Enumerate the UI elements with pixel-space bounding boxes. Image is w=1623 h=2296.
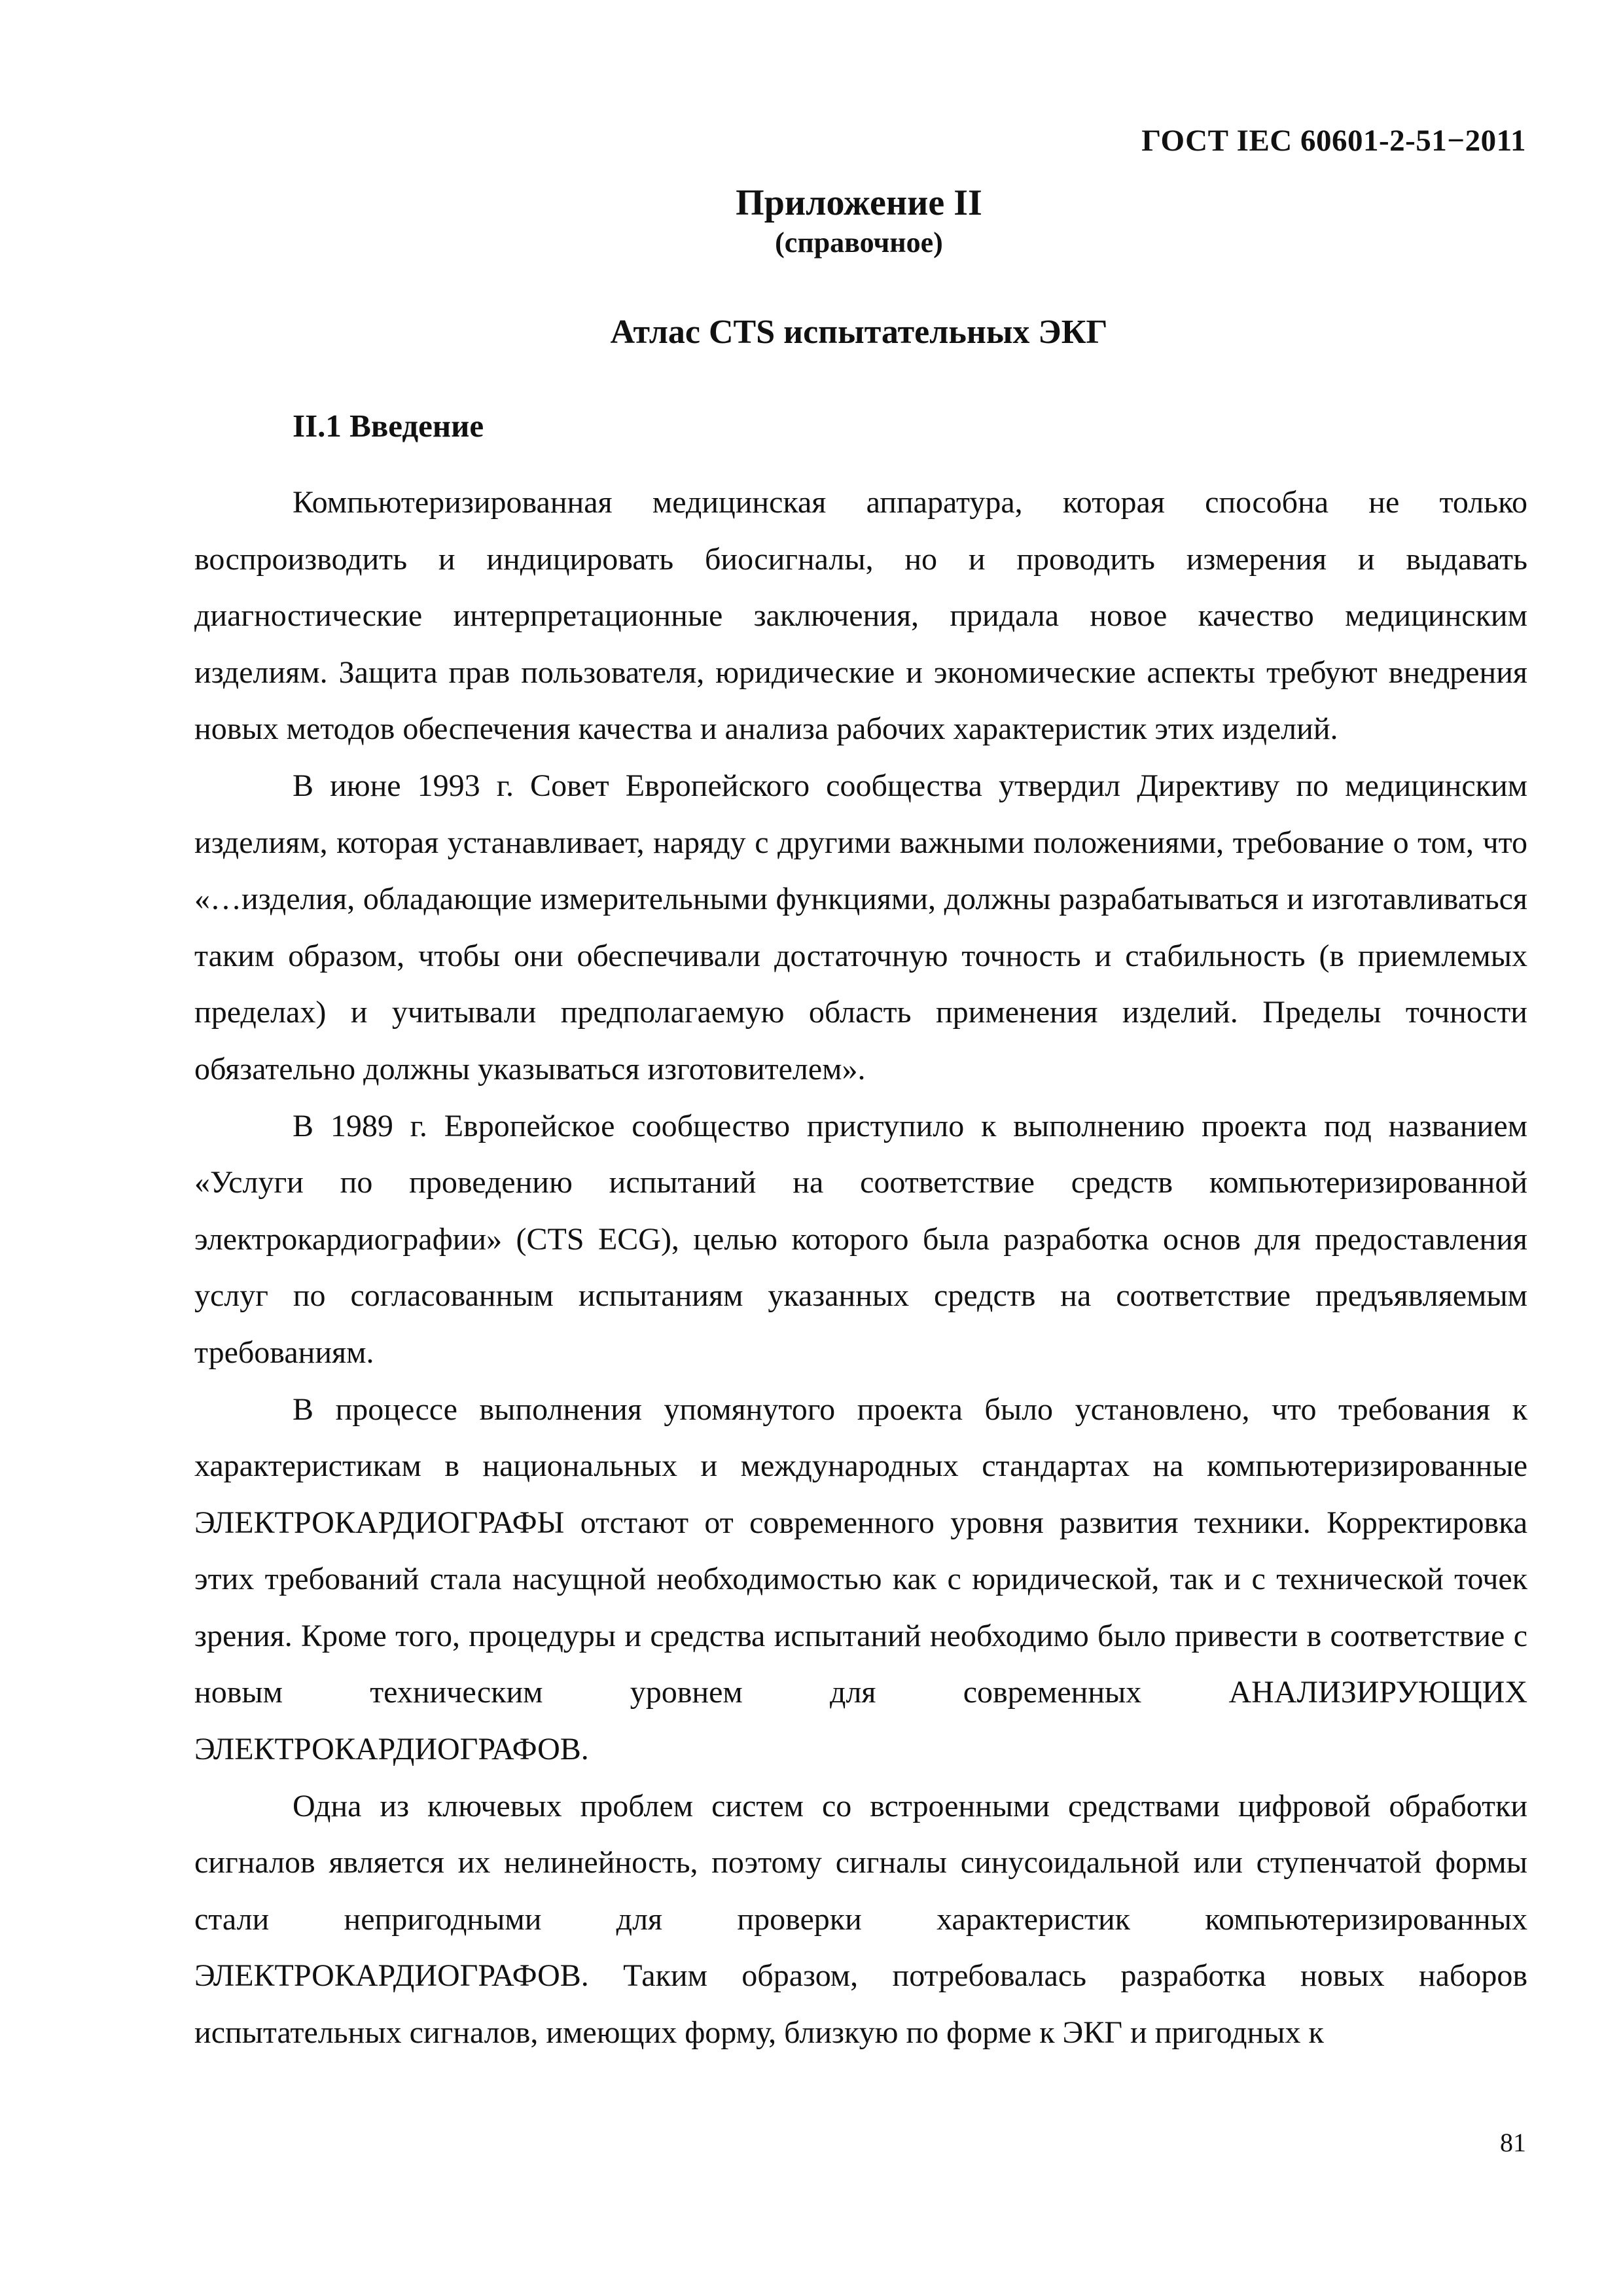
paragraph: Компьютеризированная медицинская аппаратура, которая способна не только воспроизводить и индицировать биосигналы, но и проводить измерения и выдавать диагностические интерпретационные заключения, придала новое качество медицинским изделиям. Защита прав пользователя, юридические и экономические аспекты требуют внедрения новых методов обеспечения качества и анализа рабочих характеристик этих изделий. [194,485,1527,747]
body-text [194,475,1527,2062]
page-number: 81 [1500,2128,1526,2157]
atlas-title: Атлас CTS испытательных ЭКГ [610,314,1108,351]
paragraph: В 1989 г. Европейское сообщество приступило к выполнению проекта под названием «Услуги по проведению испытаний на соответствие средств компьютеризированной электрокардиографии» (CTS ECG), целью которого была разработка основ для предоставления услуг по согласованным испытаниям указанных средств на соответствие предъявляемым требованиям. [194,1108,1527,1370]
section-heading: II.1 Введение [293,408,484,444]
paragraph: В процессе выполнения упомянутого проекта было установлено, что требования к характеристикам в национальных и международных стандартах на компьютеризированные ЭЛЕКТРОКАРДИОГРАФЫ отстают от современного уровня развития техники. Корректировка этих требований стала насущной необходимостью как с юридической, так и с технической точек зрения. Кроме того, процедуры и средства испытаний необходимо было привести в соответствие с новым техническим уровнем для современных АНАЛИЗИРУЮЩИХ ЭЛЕКТРОКАРДИОГРАФОВ. [194,1391,1527,1767]
paragraph: В июне 1993 г. Совет Европейского сообщества утвердил Директиву по медицинским изделиям, которая устанавливает, наряду с другими важными положениями, требование о том, что «…изделия, обладающие измерительными функциями, должны разрабатываться и изготавливаться таким образом, чтобы они обеспечивали достаточную точность и стабильность (в приемлемых пределах) и учитывали предполагаемую область применения изделий. Пределы точности обязательно должны указываться изготовителем». [194,768,1527,1086]
appendix-title: Приложение II [736,183,982,223]
paragraph: Одна из ключевых проблем систем со встроенными средствами цифровой обработки сигналов является их нелинейность, поэтому сигналы синусоидальной или ступенчатой формы стали непригодными для проверки характеристик компьютеризированных ЭЛЕКТРОКАРДИОГРАФОВ. Таким образом, потребовалась разработка новых наборов испытательных сигналов, имеющих форму, близкую по форме к ЭКГ и пригодных к [194,1788,1527,2051]
document-code: ГОСТ IEC 60601-2-51−2011 [1141,124,1526,158]
appendix-type: (справочное) [775,226,943,259]
